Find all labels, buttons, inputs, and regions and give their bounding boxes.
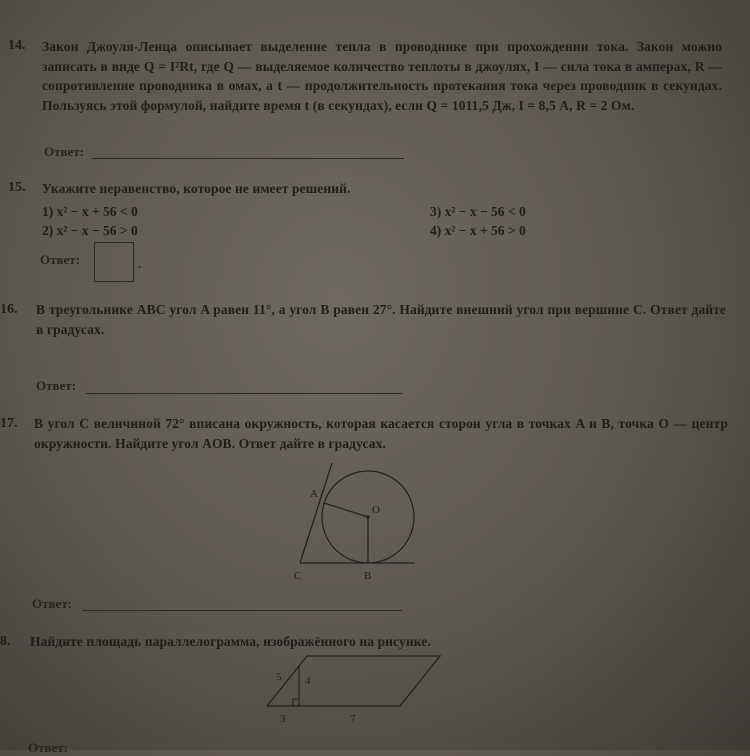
- problem-16-number: 16.: [0, 302, 18, 317]
- problem-18-number: 8.: [0, 634, 11, 649]
- problem-14-text: Закон Джоуля-Ленца описывает выделение тепла в проводнике при прохождении тока. Закон можно записать в виде Q = I²Rt, где Q — выделяемое количество теплоты в джоулях, I — сила тока в амперах, R — сопротивление проводника в омах, а t — продолжительность протекания тока через проводник в секундах. Пользуясь этой формулой, найдите время t (в секундах), если Q = 1011,5 Дж, I = 8,5 А, R = 2 Ом.: [42, 39, 722, 113]
- label-left-segment: 3: [280, 713, 286, 725]
- problem-15-text-after: решений.: [288, 181, 351, 196]
- label-a: A: [310, 488, 318, 500]
- problem-16-answer-label: Ответ:: [36, 378, 77, 393]
- problem-16-text: В треугольнике ABC угол A равен 11°, а угол B равен 27°. Найдите внешний угол при вершине C. Ответ дайте в градусах.: [36, 302, 726, 337]
- problem-15-text-before: Укажите неравенство, которое: [42, 181, 236, 196]
- problem-15-text-emphasis: не имеет: [235, 181, 289, 196]
- problem-17-answer-line[interactable]: [82, 610, 402, 611]
- problem-15-dot: .: [138, 256, 142, 271]
- problem-15-option-1: 1) x² − x + 56 < 0: [42, 204, 138, 219]
- problem-15-answer-box[interactable]: [94, 242, 134, 282]
- right-angle-mark: [293, 699, 299, 706]
- label-height: 4: [305, 675, 311, 687]
- label-o: O: [372, 504, 380, 516]
- label-b: B: [364, 570, 372, 582]
- problem-14-answer-label: Ответ:: [44, 144, 85, 159]
- label-c: C: [294, 570, 302, 582]
- problem-15-text: [42, 179, 642, 199]
- problem-18-answer-label: Ответ:: [28, 740, 69, 755]
- radius-oa: [324, 503, 368, 517]
- problem-15-answer-label: Ответ:: [40, 252, 81, 267]
- problem-17-text: В угол C величиной 72° вписана окружность, которая касается сторон угла в точках A и B, точка O — центр окружности. Найдите угол AOB. Ответ дайте в градусах.: [34, 416, 728, 451]
- problem-14-answer-line[interactable]: [92, 158, 404, 159]
- problem-14-number: 14.: [8, 38, 26, 53]
- label-right-segment: 7: [350, 713, 356, 725]
- problem-15-option-4: 4) x² − x + 56 > 0: [430, 223, 526, 238]
- angle-side-ca: [300, 463, 332, 563]
- problem-15-option-2: 2) x² − x − 56 > 0: [42, 223, 138, 238]
- problem-15-option-3: 3) x² − x − 56 < 0: [430, 204, 526, 219]
- problem-17-figure: [280, 455, 430, 590]
- problem-15-number: 15.: [8, 180, 26, 195]
- problem-18-figure: [255, 648, 455, 728]
- problem-16-answer-line[interactable]: [86, 393, 402, 394]
- label-side: 5: [276, 671, 282, 683]
- center-point: [366, 515, 369, 518]
- problem-18-text: Найдите площадь параллелограмма, изображённого на рисунке.: [30, 634, 431, 649]
- problem-17-number: 17.: [0, 416, 18, 431]
- problem-17-answer-label: Ответ:: [32, 596, 73, 611]
